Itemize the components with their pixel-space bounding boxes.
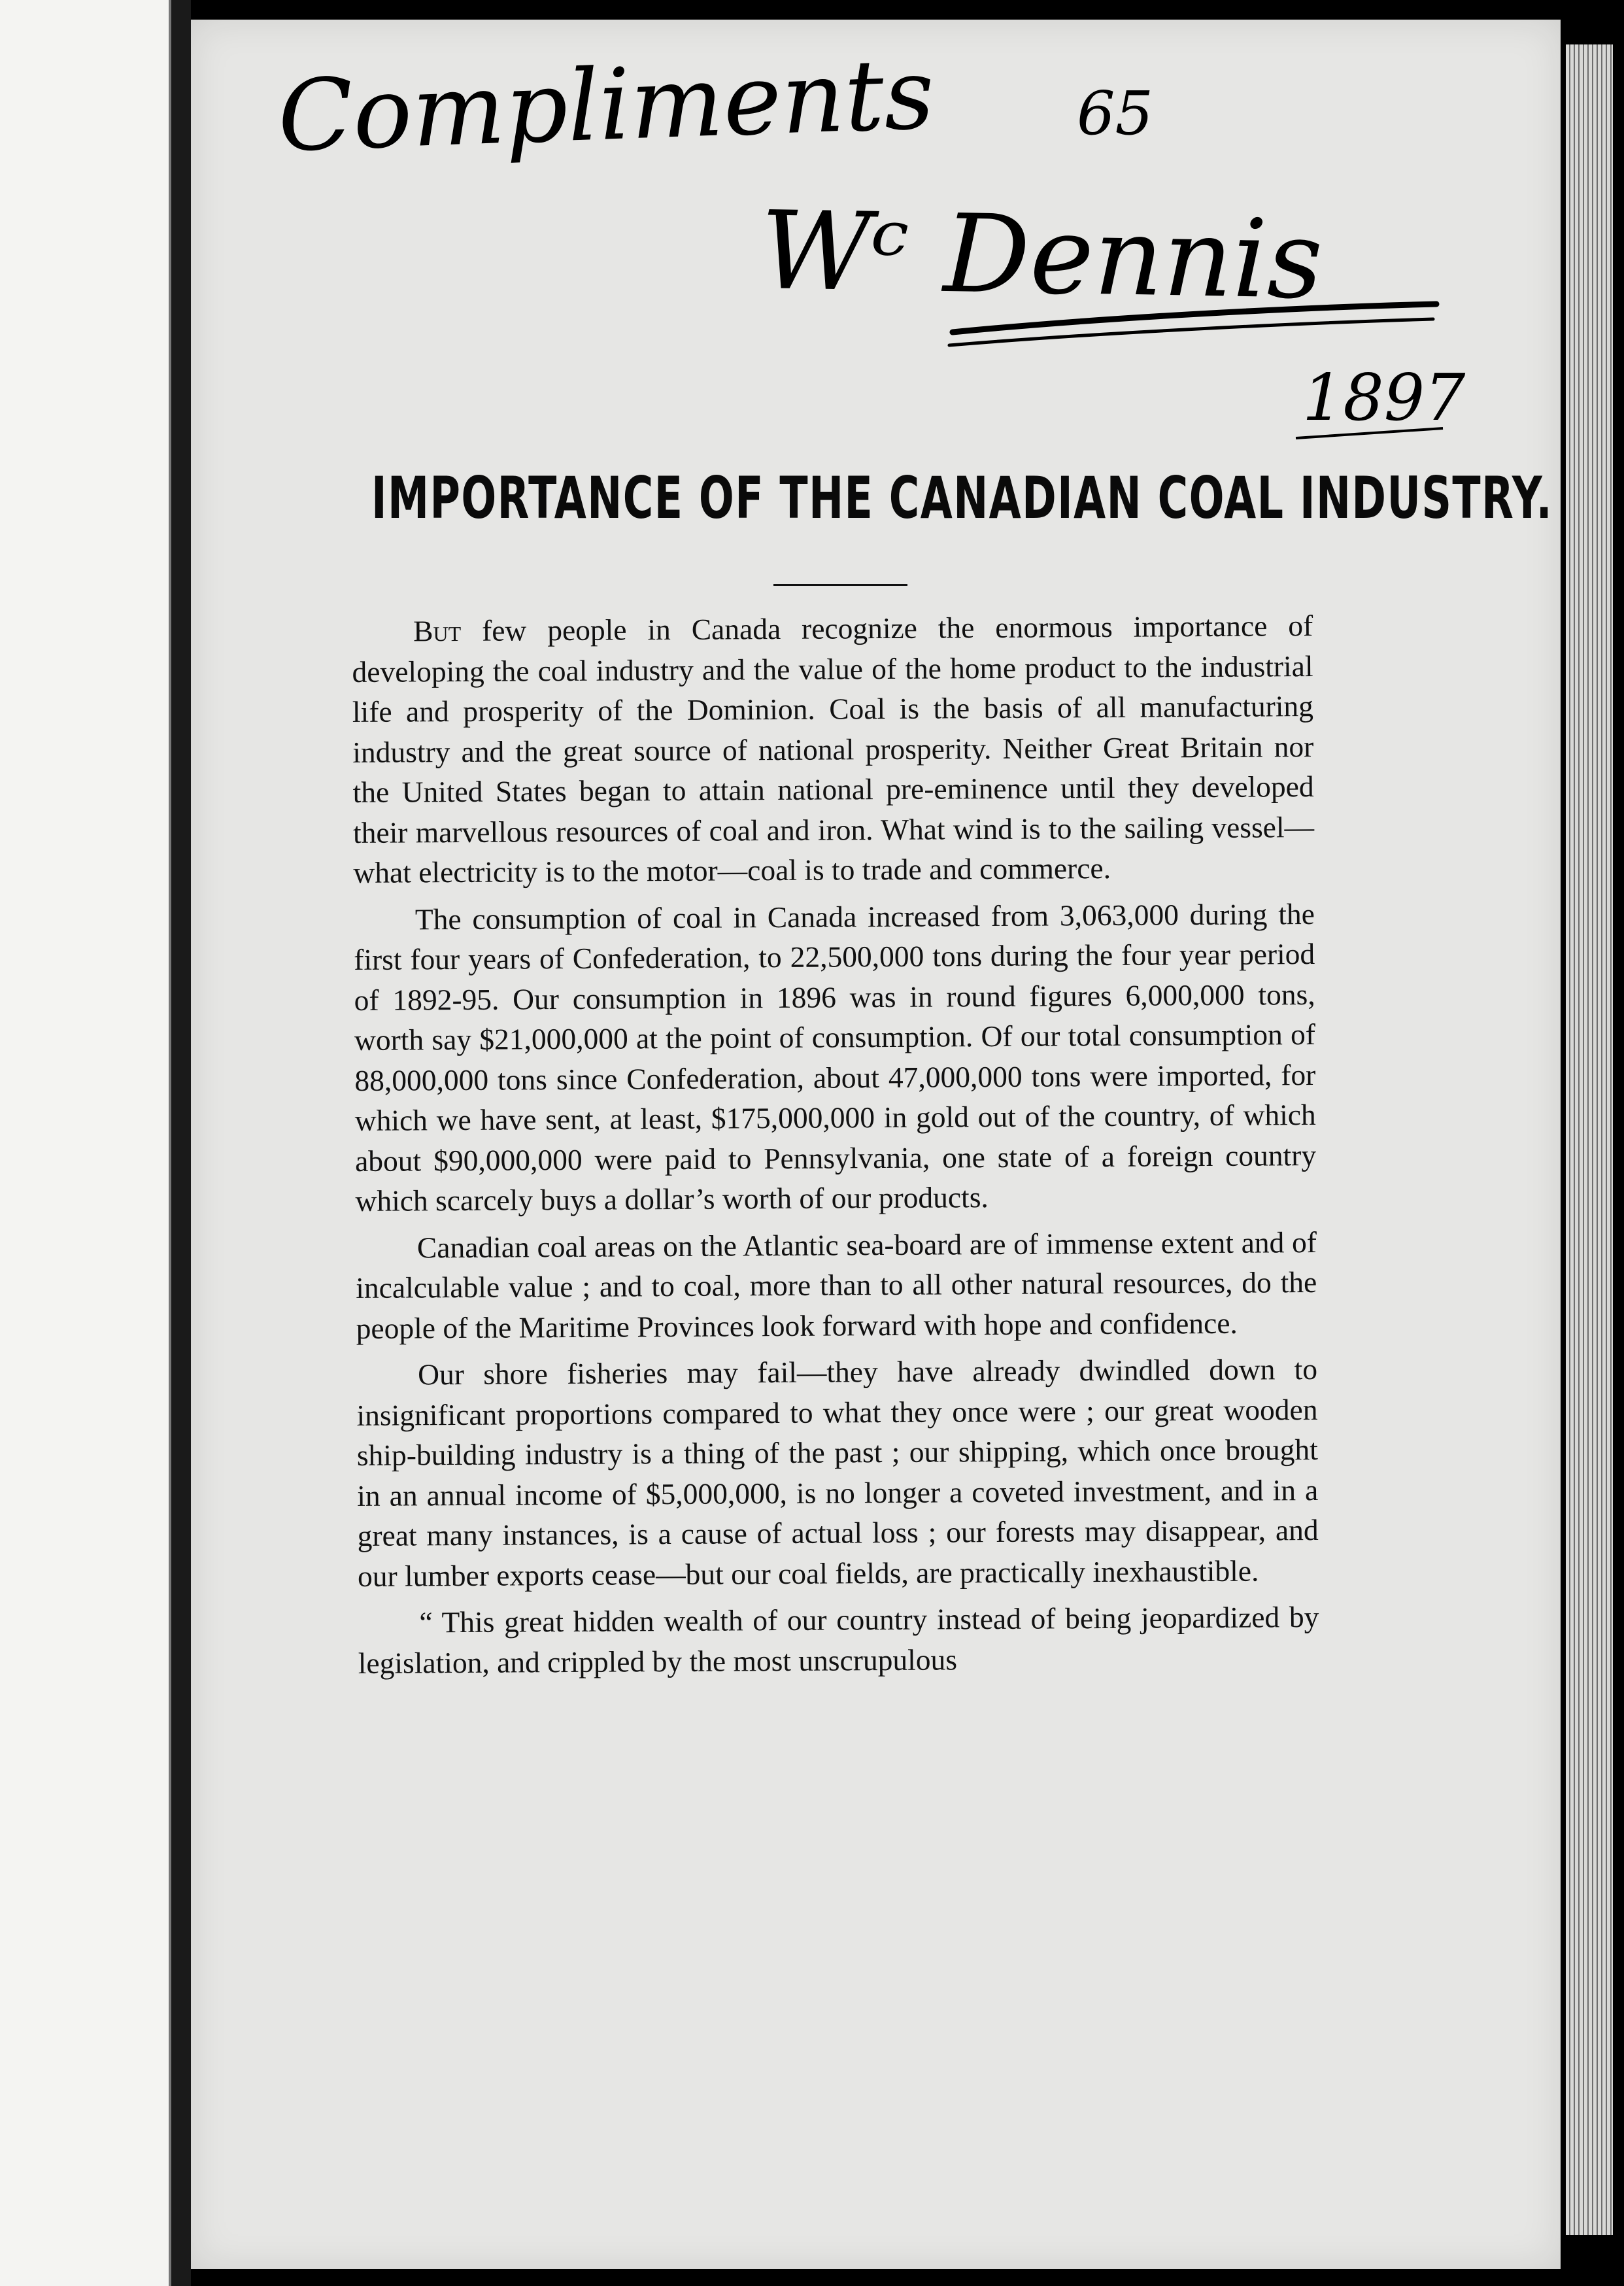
document-page: [191, 20, 1561, 2269]
handwritten-inscription: [191, 20, 1561, 503]
paragraph-3: Canadian coal areas on the Atlantic sea-board are of immense extent and of incalculable value ; and to coal, more than to all other natural resources, do the people of the Maritime Provinces look forward with hope and confidence.: [356, 1225, 1317, 1345]
paragraph-5: “ This great hidden wealth of our country instead of being jeopardized by legislation, and crippled by the most unscrupulous: [358, 1599, 1319, 1680]
facing-page-blank: [0, 0, 171, 2286]
paragraph-1-lead: But: [413, 613, 462, 648]
document-title: IMPORTANCE OF THE CANADIAN COAL INDUSTRY.: [371, 464, 1553, 532]
paragraph-4: Our shore fisheries may fail—they have already dwindled down to insignificant proportions compared to what they once were ; our great wooden ship-building industry is a thing of the past ; our shipping, which once brought in an annual income of $5,000,000, is no longer a coveted investment, and in a great many instances, is a cause of actual loss ; our forests may disappear, and our lumber exports cease—but our coal fields, are practically inexhaustible.: [356, 1352, 1319, 1593]
handwritten-year: 1897: [1302, 361, 1466, 435]
paragraph-1-text: few people in Canada recognize the enormous importance of developing the coal industry and the value of the home product to the industrial life and prosperity of the Dominion. Coal is the basis of all manufacturing industry and the great source of national prosperity. Neither Great Britain nor the United States began to attain national pre-eminence until they developed their marvellous resources of coal and iron. What wind is to the sailing vessel—what electricity is to the motor—coal is to trade and commerce.: [352, 609, 1315, 889]
handwritten-page-number: 65: [1077, 78, 1154, 148]
handwritten-compliments: Compliments: [276, 37, 936, 174]
handwritten-signature: Wᶜ Dennis: [759, 188, 1324, 324]
paragraph-1: [352, 606, 1315, 893]
title-divider: [773, 584, 907, 586]
body-text: [352, 606, 1323, 2194]
page-edges: [1566, 44, 1613, 2235]
inscription-drawing: [191, 20, 1561, 503]
paragraph-2: The consumption of coal in Canada increased from 3,063,000 during the first four years of Confederation, to 22,500,000 tons during the four year period of 1892-95. Our consumption in 1896 was in round figures 6,000,000 tons, worth say $21,000,000 at the point of consumption. Of our total consumption of 88,000,000 tons since Confederation, about 47,000,000 tons were imported, for which we have sent, at least, $175,000,000 in gold out of the country, of which about $90,000,000 were paid to Pennsylvania, one state of a foreign country which scarcely buys a dollar’s worth of our products.: [354, 896, 1317, 1218]
book-gutter: [171, 0, 191, 2286]
